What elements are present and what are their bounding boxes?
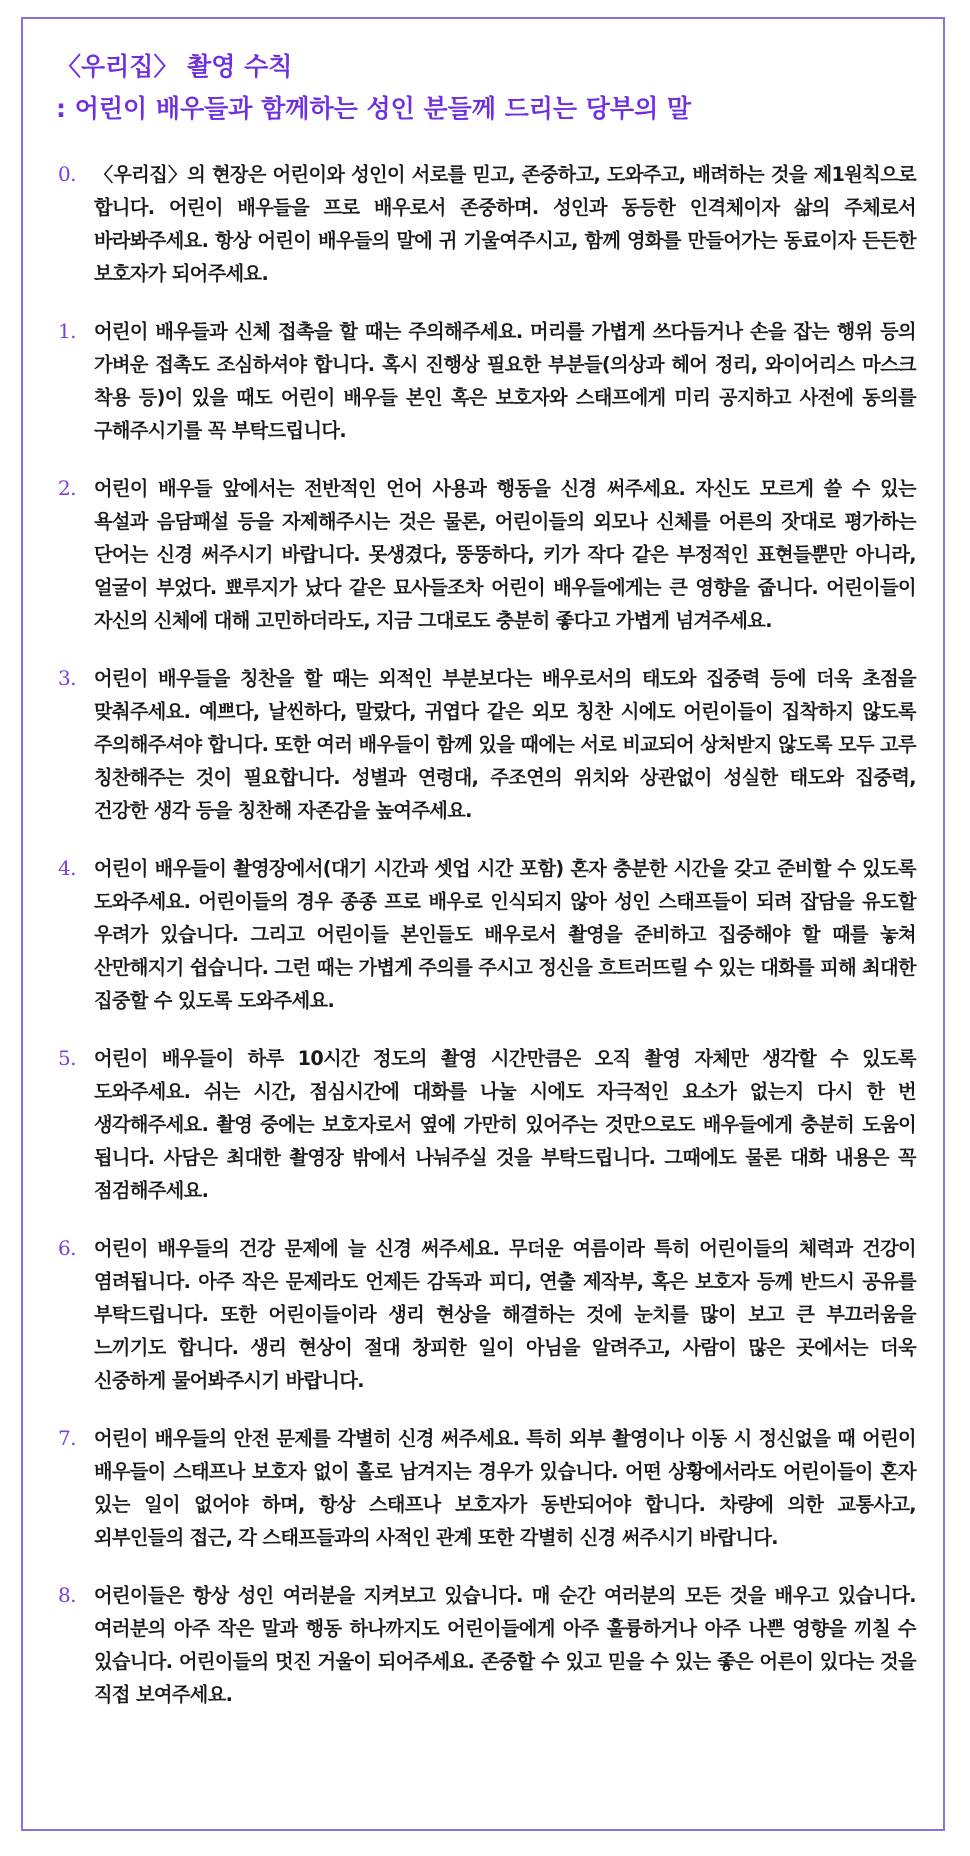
rule-item-2: [56, 472, 916, 637]
rule-text: 어린이 배우들과 신체 접촉을 할 때는 주의해주세요. 머리를 가볍게 쓰다듬거나 손을 잡는 행위 등의 가벼운 접촉도 조심하셔야 합니다. 혹시 진행상 필요한 부분들(의상과 헤어 정리, 와이어리스 마스크 착용 등)이 있을 때도 어린이 배우들 본인 혹은 보호자와 스태프에게 미리 공지하고 사전에 동의를 구해주시기를 꼭 부탁드립니다.: [94, 320, 916, 442]
rule-item-0: [56, 158, 916, 290]
rules-list: [56, 158, 916, 1736]
rule-text: 어린이 배우들의 건강 문제에 늘 신경 써주세요. 무더운 여름이라 특히 어린이들의 체력과 건강이 염려됩니다. 아주 작은 문제라도 언제든 감독과 피디, 연출 제작부, 혹은 보호자 등께 반드시 공유를 부탁드립니다. 또한 어린이들이라 생리 현상을 해결하는 것에 눈치를 많이 보고 큰 부끄러움을 느끼기도 합니다. 생리 현상이 절대 창피한 일이 아님을 알려주고, 사람이 많은 곳에서는 더욱 신중하게 물어봐주시기 바랍니다.: [94, 1237, 916, 1392]
rule-item-5: [56, 1042, 916, 1207]
rule-text: 어린이 배우들을 칭찬을 할 때는 외적인 부분보다는 배우로서의 태도와 집중력 등에 더욱 초점을 맞춰주세요. 예쁘다, 날씬하다, 말랐다, 귀엽다 같은 외모 칭찬 시에도 어린이들이 집착하지 않도록 주의해주셔야 합니다. 또한 여러 배우들이 함께 있을 때에는 서로 비교되어 상처받지 않도록 모두 고루 칭찬해주는 것이 필요합니다. 성별과 연령대, 주조연의 위치와 상관없이 성실한 태도와 집중력, 건강한 생각 등을 칭찬해 자존감을 높여주세요.: [94, 667, 916, 822]
rule-item-7: [56, 1422, 916, 1554]
rule-number: 8.: [58, 1583, 76, 1607]
title-main: 〈우리집〉 촬영 수칙: [56, 52, 293, 81]
rule-number: 6.: [58, 1236, 76, 1260]
rule-number: 0.: [58, 162, 76, 186]
rule-text: 어린이들은 항상 성인 여러분을 지켜보고 있습니다. 매 순간 여러분의 모든 것을 배우고 있습니다. 여러분의 아주 작은 말과 행동 하나까지도 어린이들에게 아주 훌륭하거나 아주 나쁜 영향을 끼칠 수 있습니다. 어린이들의 멋진 거울이 되어주세요. 존중할 수 있고 믿을 수 있는 좋은 어른이 있다는 것을 직접 보여주세요.: [94, 1584, 916, 1706]
rule-text: 어린이 배우들이 하루 10시간 정도의 촬영 시간만큼은 오직 촬영 자체만 생각할 수 있도록 도와주세요. 쉬는 시간, 점심시간에 대화를 나눌 시에도 자극적인 요소가 없는지 다시 한 번 생각해주세요. 촬영 중에는 보호자로서 옆에 가만히 있어주는 것만으로도 배우들에게 충분히 도움이 됩니다. 사담은 최대한 촬영장 밖에서 나눠주실 것을 부탁드립니다. 그때에도 물론 대화 내용은 꼭 점검해주세요.: [94, 1047, 916, 1202]
rule-text: 어린이 배우들이 촬영장에서(대기 시간과 셋업 시간 포함) 혼자 충분한 시간을 갖고 준비할 수 있도록 도와주세요. 어린이들의 경우 종종 프로 배우로 인식되지 않아 성인 스태프들이 되려 잡담을 유도할 우려가 있습니다. 그리고 어린이들 본인들도 배우로서 촬영을 준비하고 집중해야 할 때를 놓쳐 산만해지기 쉽습니다. 그런 때는 가볍게 주의를 주시고 정신을 흐트러뜨릴 수 있는 대화를 피해 최대한 집중할 수 있도록 도와주세요.: [94, 857, 916, 1012]
rule-item-3: [56, 662, 916, 827]
rule-number: 1.: [58, 319, 76, 343]
rule-item-4: [56, 852, 916, 1017]
title-subtitle: : 어린이 배우들과 함께하는 성인 분들께 드리는 당부의 말: [56, 94, 692, 123]
rule-item-6: [56, 1232, 916, 1397]
rule-number: 2.: [58, 476, 76, 500]
rule-text: 〈우리집〉의 현장은 어린이와 성인이 서로를 믿고, 존중하고, 도와주고, 배려하는 것을 제1원칙으로 합니다. 어린이 배우들을 프로 배우로서 존중하며. 성인과 동등한 인격체이자 삶의 주체로서 바라봐주세요. 항상 어린이 배우들의 말에 귀 기울여주시고, 함께 영화를 만들어가는 동료이자 든든한 보호자가 되어주세요.: [94, 163, 916, 285]
rule-number: 7.: [58, 1426, 76, 1450]
rule-text: 어린이 배우들의 안전 문제를 각별히 신경 써주세요. 특히 외부 촬영이나 이동 시 정신없을 때 어린이 배우들이 스태프나 보호자 없이 홀로 남겨지는 경우가 있습니다. 어떤 상황에서라도 어린이들이 혼자 있는 일이 없어야 하며, 항상 스태프나 보호자가 동반되어야 합니다. 차량에 의한 교통사고, 외부인들의 접근, 각 스태프들과의 사적인 관계 또한 각별히 신경 써주시기 바랍니다.: [94, 1427, 916, 1549]
rule-item-1: [56, 315, 916, 447]
rule-text: 어린이 배우들 앞에서는 전반적인 언어 사용과 행동을 신경 써주세요. 자신도 모르게 쓸 수 있는 욕설과 음담패설 등을 자제해주시는 것은 물론, 어린이들의 외모나 신체를 어른의 잣대로 평가하는 단어는 신경 써주시기 바랍니다. 못생겼다, 뚱뚱하다, 키가 작다 같은 부정적인 표현들뿐만 아니라, 얼굴이 부었다. 뾰루지가 났다 같은 묘사들조차 어린이 배우들에게는 큰 영향을 줍니다. 어린이들이 자신의 신체에 대해 고민하더라도, 지금 그대로도 충분히 좋다고 가볍게 넘겨주세요.: [94, 477, 916, 632]
document-title: [56, 46, 691, 130]
rule-number: 4.: [58, 856, 76, 880]
rule-item-8: [56, 1579, 916, 1711]
rule-number: 5.: [58, 1046, 76, 1070]
rule-number: 3.: [58, 666, 76, 690]
